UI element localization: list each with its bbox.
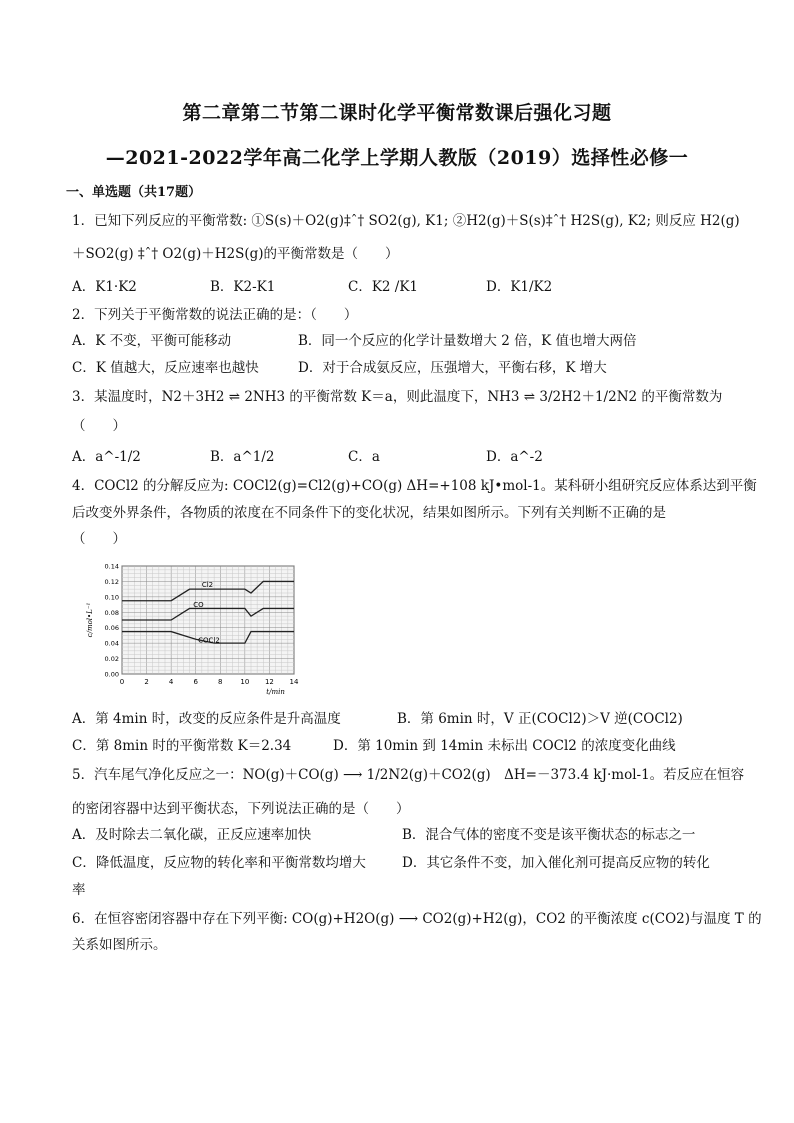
chart-x-axis-label: t/min [266, 688, 285, 696]
question-3-option-d: D．a^-2 [486, 449, 543, 465]
chart-y-tick-label: 0.08 [104, 608, 119, 617]
question-4-option-d: D．第 10min 到 14min 未标出 COCl2 的浓度变化曲线 [333, 738, 676, 754]
question-4-line1: 4．COCl2 的分解反应为: COCl2(g)=Cl2(g)+CO(g) ΔH=+108 kJ•mol-1。某科研小组研究反应体系达到平衡 [72, 478, 757, 494]
question-4-line3: （ ） [72, 531, 126, 547]
chart-x-tick-label: 4 [168, 678, 174, 686]
chart-x-tick-label: 14 [289, 678, 299, 686]
question-4-option-a: A．第 4min 时，改变的反应条件是升高温度 [72, 711, 341, 727]
question-5-option-b: B．混合气体的密度不变是该平衡状态的标志之一 [402, 827, 696, 843]
question-4-option-c: C．第 8min 时的平衡常数 K＝2.34 [72, 738, 292, 754]
question-5-option-c: C．降低温度，反应物的转化率和平衡常数均增大 [72, 855, 366, 871]
question-1-option-b: B．K2-K1 [210, 279, 276, 295]
question-5-line2: 的密闭容器中达到平衡状态，下列说法正确的是（ ） [72, 801, 410, 817]
chart-y-tick-label: 0.10 [104, 593, 119, 602]
concentration-chart [72, 560, 312, 700]
chart-y-tick-label: 0.04 [104, 639, 119, 648]
question-1-option-a: A．K1·K2 [72, 279, 137, 295]
chart-series-label: Cl2 [201, 580, 214, 589]
question-3-option-b: B．a^1/2 [210, 449, 275, 465]
question-2-option-d: D．对于合成氨反应，压强增大，平衡右移，K 增大 [298, 360, 607, 376]
chart-series-label: CO [193, 600, 204, 609]
concentration-chart-svg [72, 560, 312, 700]
question-1-option-d: D．K1/K2 [486, 279, 553, 295]
question-3-option-c: C．a [348, 449, 380, 465]
question-3-line2: （ ） [72, 418, 126, 434]
chart-y-tick-label: 0.02 [104, 655, 119, 664]
question-3-line1: 3．某温度时，N2＋3H2 ⇌ 2NH3 的平衡常数 K＝a，则此温度下，NH3 ⇌ 3/2H2＋1/2N2 的平衡常数为 [72, 389, 723, 405]
question-2-option-a: A．K 不变，平衡可能移动 [72, 333, 232, 349]
chart-x-tick-label: 6 [193, 678, 198, 686]
page-subtitle: —2021-2022学年高二化学上学期人教版（2019）选择性必修一 [105, 147, 689, 169]
question-2-option-c: C．K 值越大，反应速率也越快 [72, 360, 259, 376]
question-2-stem: 2．下列关于平衡常数的说法正确的是：（ ） [72, 307, 358, 323]
question-2-option-b: B．同一个反应的化学计量数增大 2 倍，K 值也增大两倍 [298, 333, 637, 349]
chart-y-axis-label: c/mol•L⁻¹ [86, 602, 94, 638]
question-5-line1: 5．汽车尾气净化反应之一：NO(g)＋CO(g) ⟶ 1/2N2(g)＋CO2(g) ΔH=－373.4 kJ·mol-1。若反应在恒容 [72, 767, 745, 783]
question-3-option-a: A．a^-1/2 [72, 449, 141, 465]
question-4-option-b: B．第 6min 时，V 正(COCl2)＞V 逆(COCl2) [397, 711, 683, 727]
page-title: 第二章第二节第二课时化学平衡常数课后强化习题 [182, 102, 612, 124]
chart-series-label: COCl2 [198, 636, 220, 645]
chart-x-tick-label: 12 [264, 678, 274, 686]
chart-y-tick-label: 0.06 [104, 624, 119, 633]
chart-x-tick-label: 2 [144, 678, 149, 686]
section-heading: 一、单选题（共17题） [66, 185, 202, 200]
question-4-line2: 后改变外界条件，各物质的浓度在不同条件下的变化状况，结果如图所示。下列有关判断不正确的是 [72, 505, 666, 521]
chart-y-tick-label: 0.00 [104, 670, 119, 679]
question-5-option-d: D．其它条件不变，加入催化剂可提高反应物的转化 [402, 855, 710, 871]
question-1-line2: ＋SO2(g) ‡ˆ† O2(g)＋H2S(g)的平衡常数是（ ） [72, 246, 399, 262]
question-5-option-d-cont: 率 [72, 882, 86, 898]
question-5-option-a: A．及时除去二氧化碳，正反应速率加快 [72, 827, 312, 843]
chart-y-tick-label: 0.12 [104, 577, 119, 586]
chart-x-tick-label: 10 [240, 678, 250, 686]
question-1-option-c: C．K2 /K1 [348, 279, 419, 295]
chart-x-tick-label: 0 [119, 678, 125, 686]
question-6-line2: 关系如图所示。 [72, 937, 167, 953]
question-1-line1: 1．已知下列反应的平衡常数: ①S(s)＋O2(g)‡ˆ† SO2(g), K1; ②H2(g)＋S(s)‡ˆ† H2S(g), K2; 则反应 H2(g) [72, 213, 740, 229]
chart-y-tick-label: 0.14 [104, 562, 119, 571]
question-6-line1: 6．在恒容密闭容器中存在下列平衡: CO(g)+H2O(g) ⟶ CO2(g)+H2(g)，CO2 的平衡浓度 c(CO2)与温度 T 的 [72, 911, 762, 927]
chart-x-tick-label: 8 [218, 678, 223, 686]
